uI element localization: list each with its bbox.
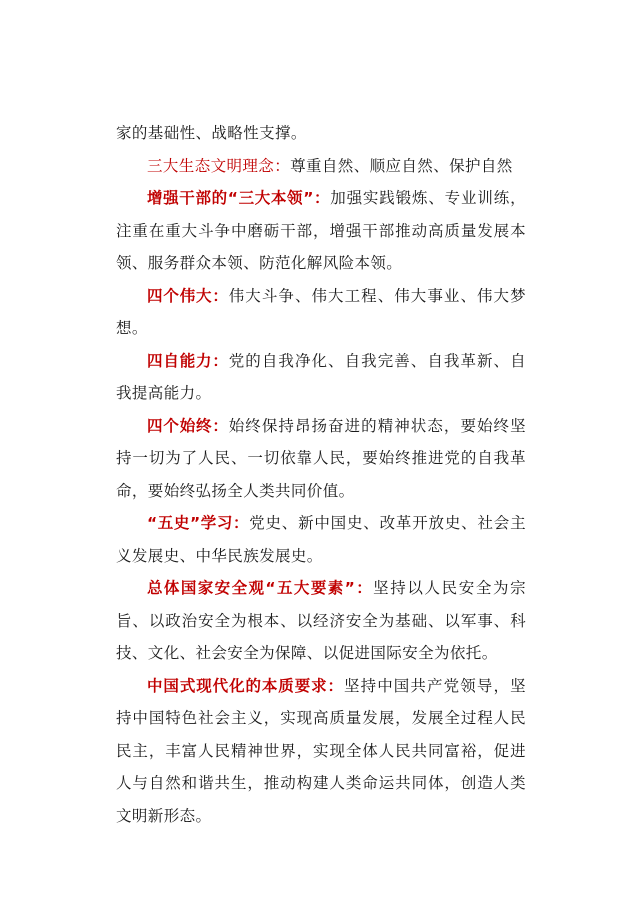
- entry-term: 四自能力：: [147, 351, 229, 370]
- document-body: [116, 117, 526, 832]
- entry-chinese-modernization: [116, 670, 526, 833]
- intro-paragraph: [116, 117, 526, 150]
- entry-four-greats: [116, 280, 526, 345]
- entry-text: 加强实践锻炼、专业训练，注重在重大斗争中磨砺干部，增强干部推动高质量发展本领、服务群众本领、防范化解风险本领。: [116, 189, 526, 272]
- entry-text: 伟大斗争、伟大工程、伟大事业、伟大梦想。: [116, 286, 526, 337]
- entry-term: 增强干部的“三大本领”：: [147, 189, 331, 207]
- entry-national-security: [116, 572, 526, 670]
- entry-term: 四个伟大：: [147, 286, 229, 305]
- entry-three-abilities: [116, 182, 526, 280]
- entry-term: 三大生态文明理念：: [147, 156, 291, 175]
- entry-text: 党的自我净化、自我完善、自我革新、自我提高能力。: [116, 351, 526, 402]
- entry-four-always: [116, 410, 526, 508]
- entry-text: 党史、新中国史、改革开放史、社会主义发展史、中华民族发展史。: [116, 514, 526, 565]
- entry-ecological-civilization: [116, 150, 526, 183]
- entry-term: 四个始终：: [147, 416, 229, 435]
- entry-text: 坚持中国共产党领导，坚持中国特色社会主义，实现高质量发展，发展全过程人民民主，丰富人民精神世界，实现全体人民共同富裕，促进人与自然和谐共生，推动构建人类命运共同体，创造人类文明新形态。: [116, 676, 527, 825]
- entry-term: 中国式现代化的本质要求：: [147, 676, 344, 695]
- entry-four-self-abilities: [116, 345, 526, 410]
- entry-term: “五史”学习：: [147, 514, 250, 532]
- entry-term: 总体国家安全观“五大要素”：: [147, 579, 374, 597]
- entry-text: 尊重自然、顺应自然、保护自然: [290, 156, 513, 175]
- entry-text: 始终保持昂扬奋进的精神状态，要始终坚持一切为了人民、一切依靠人民，要始终推进党的自我革命，要始终弘扬全人类共同价值。: [116, 416, 526, 500]
- entry-text: 坚持以人民安全为宗旨、以政治安全为根本、以经济安全为基础、以军事、科技、文化、社会安全为保障、以促进国际安全为依托。: [116, 579, 526, 662]
- entry-five-histories: [116, 507, 526, 572]
- intro-text: 家的基础性、战略性支撑。: [116, 124, 307, 142]
